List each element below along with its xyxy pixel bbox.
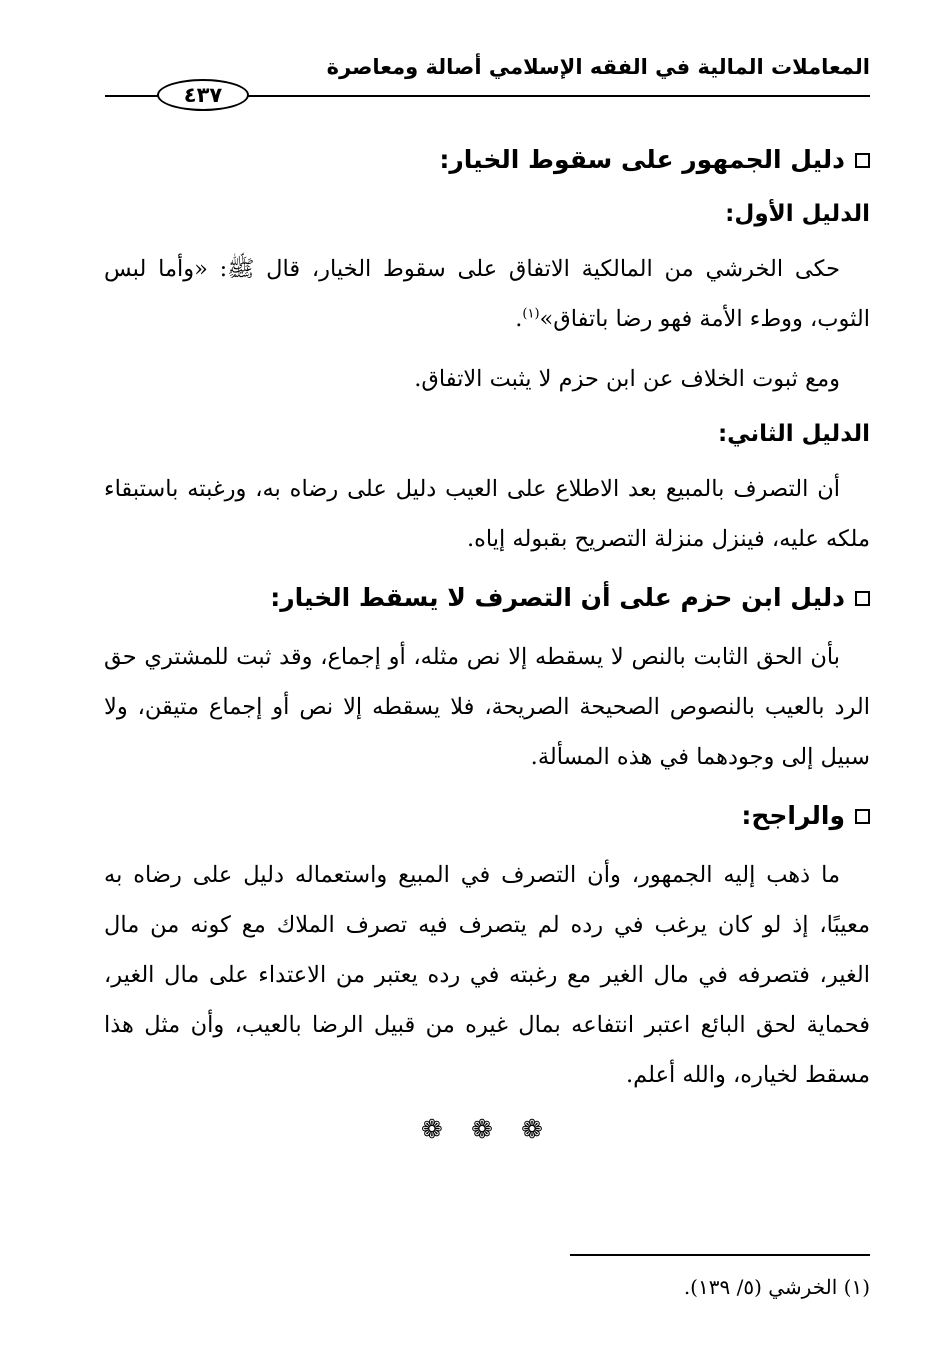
section-heading-text: دليل ابن حزم على أن التصرف لا يسقط الخيار: [270, 583, 845, 612]
section-heading-text: دليل الجمهور على سقوط الخيار: [439, 145, 845, 174]
ornament-divider: ❁ ❁ ❁ [421, 1115, 553, 1145]
paragraph: أن التصرف بالمبيع بعد الاطلاع على العيب دليل على رضاه به، ورغبته باستبقاء ملكه عليه، فينزل منزلة التصريح بقبوله إياه. [104, 476, 870, 552]
checkbox-square-icon [855, 591, 870, 606]
footnote: (١) الخرشي (٥/ ١٣٩). [683, 1275, 870, 1299]
paragraph-end: . [515, 306, 523, 332]
paragraph: ما ذهب إليه الجمهور، وأن التصرف في المبيع واستعماله دليل على رضاه به معيبًا، إذ لو كان يرغب في رده لم يتصرف فيه تصرف الملاك مع كونه من مال الغير، فتصرفه في مال الغير مع رغبته في رده يعتبر من الاعتداء على مال الغير، فحماية لحق البائع اعتبر انتفاعه بمال غيره من قبيل الرضا بالعيب، وأن مثل هذا مسقط لخياره، والله أعلم. [104, 862, 870, 1088]
page-content [104, 136, 870, 1150]
sub-heading-second-evidence: الدليل الثاني: [717, 421, 870, 447]
paragraph: بأن الحق الثابت بالنص لا يسقطه إلا نص مثله، أو إجماع، وقد ثبت للمشتري حق الرد بالعيب بالنصوص الصحيحة الصريحة، فلا يسقطه إلا نص أو إجماع متيقن، ولا سبيل إلى وجودهما في هذه المسألة. [104, 644, 870, 770]
page-number-badge: ٤٣٧ [157, 79, 249, 111]
footnote-reference: (١) [522, 306, 540, 322]
paragraph: ومع ثبوت الخلاف عن ابن حزم لا يثبت الاتفاق. [414, 366, 840, 392]
section-heading-majority-evidence [104, 136, 870, 184]
footnote-rule [570, 1254, 870, 1256]
checkbox-square-icon [855, 153, 870, 168]
section-heading-ibn-hazm-evidence [104, 574, 870, 622]
paragraph-text: حكى الخرشي من المالكية الاتفاق على سقوط الخيار، قال ﷺ: «وأما لبس الثوب، ووطء الأمة فهو رضا باتفاق» [104, 256, 870, 332]
paragraph [104, 244, 870, 344]
sub-heading-first-evidence: الدليل الأول: [725, 201, 870, 227]
checkbox-square-icon [855, 809, 870, 824]
section-heading-preferred-view [104, 792, 870, 840]
section-heading-text: والراجح: [741, 801, 845, 830]
running-header-title: المعاملات المالية في الفقه الإسلامي أصالة ومعاصرة [326, 55, 870, 79]
